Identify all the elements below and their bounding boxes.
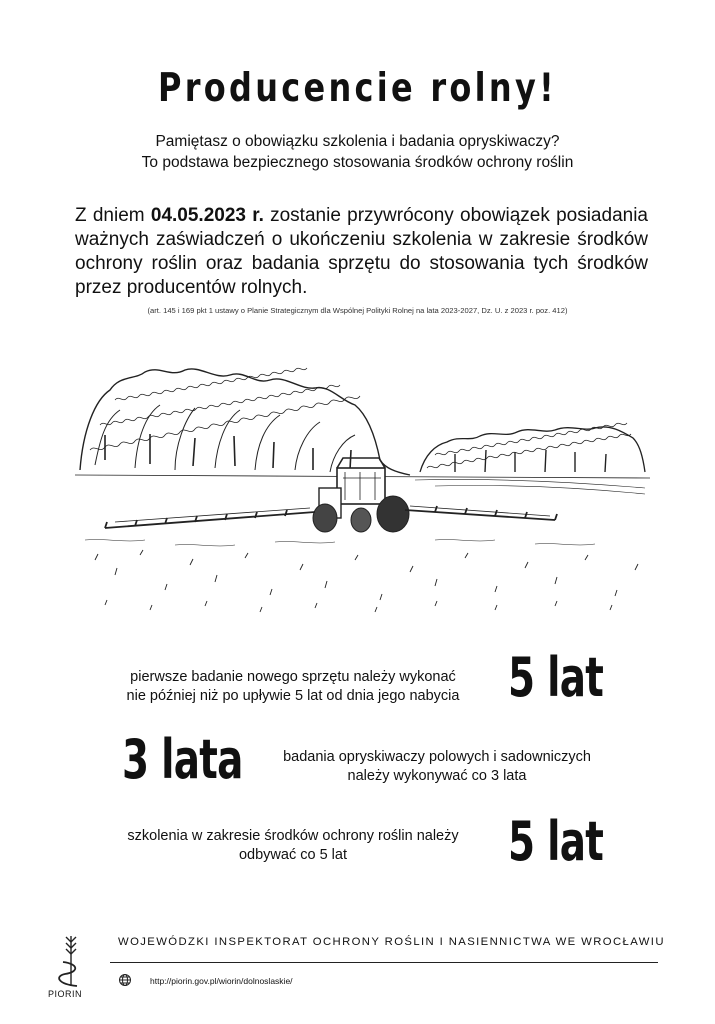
rule-1-line-2: nie później niż po upływie 5 lat od dnia jego nabycia bbox=[126, 688, 460, 704]
lead-paragraph bbox=[75, 204, 648, 300]
rule-3-text bbox=[108, 827, 478, 865]
field-grass bbox=[95, 550, 638, 612]
subtitle-line-1: Pamiętasz o obowiązku szkolenia i badania opryskiwaczy? bbox=[155, 133, 560, 150]
footer-divider bbox=[110, 962, 658, 963]
rule-2-text bbox=[262, 748, 612, 786]
footer-organization: WOJEWÓDZKI INSPEKTORAT OCHRONY ROŚLIN I NASIENNICTWA WE WROCŁAWIU bbox=[118, 936, 665, 948]
lead-date: 04.05.2023 r. bbox=[150, 205, 264, 226]
rule-1-text bbox=[108, 668, 478, 706]
logo-text: PIORIN bbox=[48, 989, 83, 999]
rule-2-line-1: badania opryskiwaczy polowych i sadowniczych bbox=[283, 749, 591, 765]
subtitle-line-2: To podstawa bezpiecznego stosowania środków ochrony roślin bbox=[141, 154, 574, 171]
tree-line-right bbox=[420, 427, 645, 472]
rule-3-value: 5 lat bbox=[508, 810, 604, 873]
rule-3-line-1: szkolenia w zakresie środków ochrony roślin należy bbox=[127, 828, 459, 844]
tree-line-left bbox=[80, 369, 410, 475]
rule-1-line-1: pierwsze badanie nowego sprzętu należy wykonać bbox=[130, 669, 456, 685]
rule-2-line-2: należy wykonywać co 3 lata bbox=[347, 768, 527, 784]
lead-prefix: Z dniem bbox=[75, 205, 151, 226]
legal-reference: (art. 145 i 169 pkt 1 ustawy o Planie Strategicznym dla Wspólnej Polityki Rolnej na lata 2023-2027, Dz. U. z 2023 r. poz. 412) bbox=[147, 306, 568, 315]
lead-rest: zostanie przywrócony obowiązek posiadania ważnych zaświadczeń o ukończeniu szkolenia w zakresie środków ochrony roślin oraz badania sprzętu do stosowania tych środków przez producentów rolnych. bbox=[75, 205, 648, 298]
globe-icon bbox=[118, 973, 132, 987]
footer-url-link[interactable]: http://piorin.gov.pl/wiorin/dolnoslaskie/ bbox=[150, 976, 293, 986]
rule-2-value: 3 lata bbox=[122, 728, 243, 791]
rule-1-value: 5 lat bbox=[508, 646, 604, 709]
rule-3-line-2: odbywać co 5 lat bbox=[238, 847, 347, 863]
page-title: Producencie rolny! bbox=[158, 66, 557, 111]
tractor-sprayer-illustration bbox=[75, 360, 650, 615]
tractor-icon bbox=[313, 458, 409, 532]
